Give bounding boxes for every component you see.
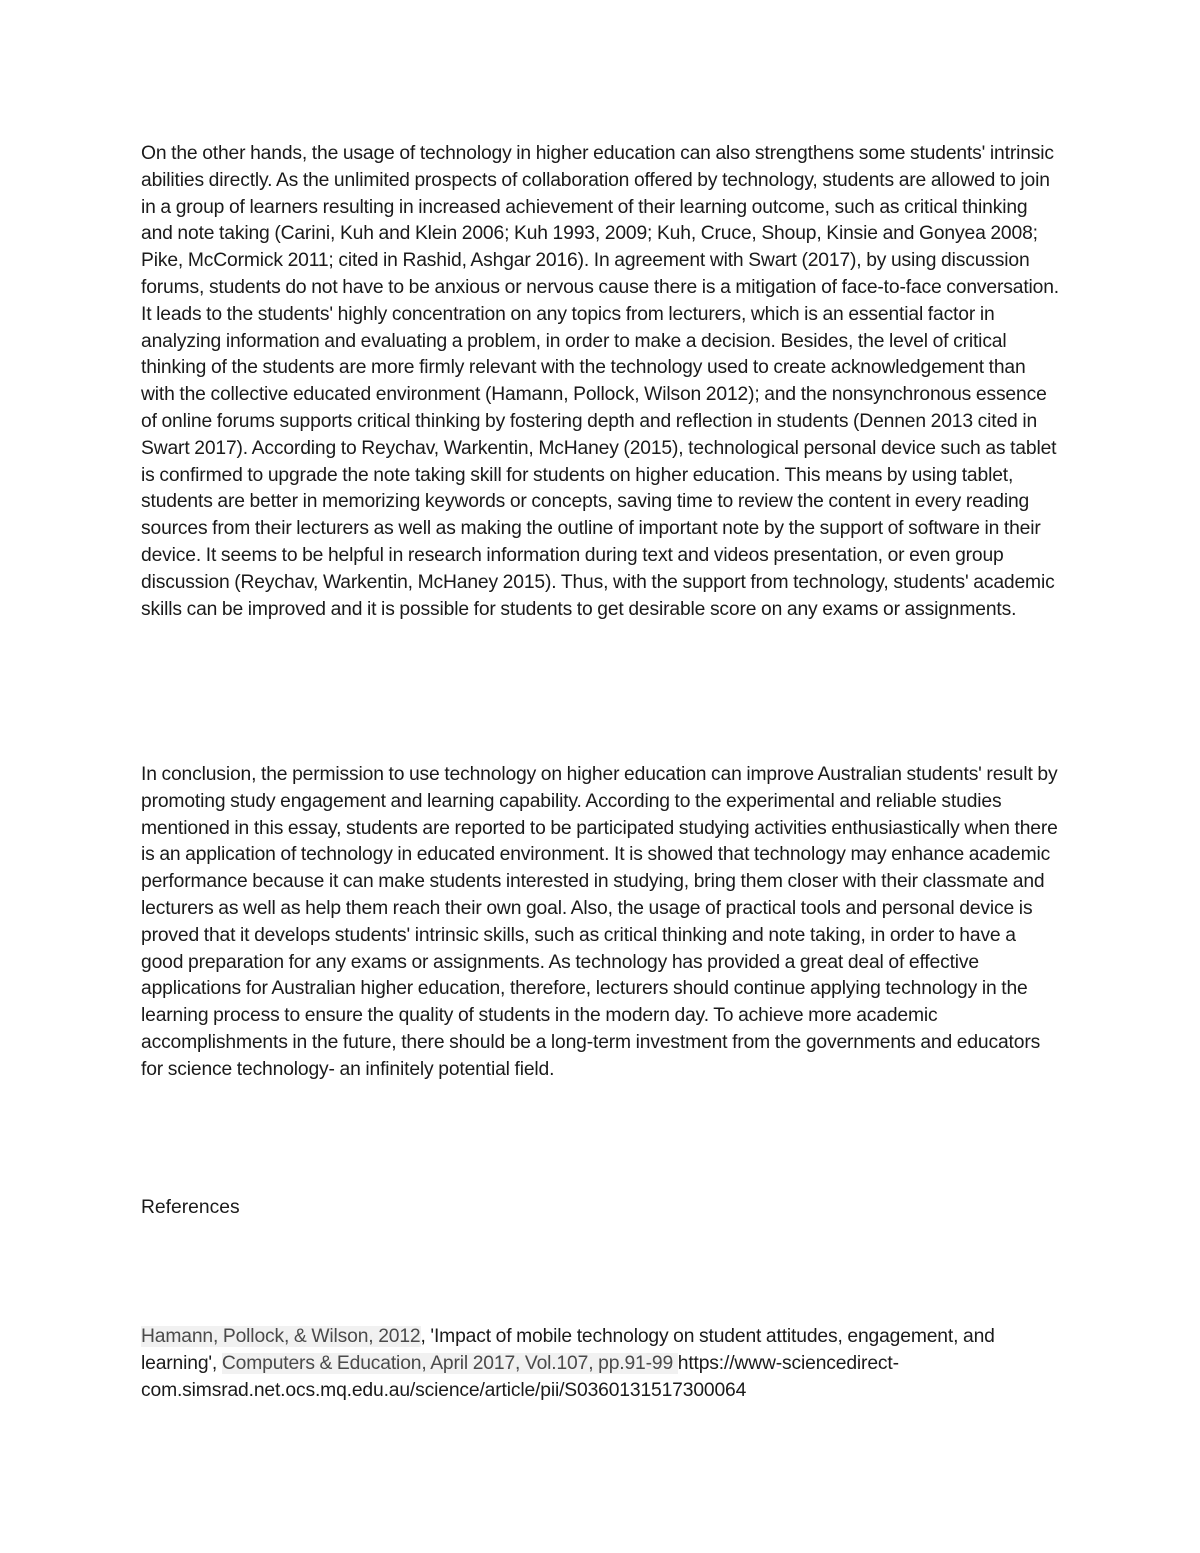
references-heading: References: [141, 1197, 240, 1218]
reference-entry: [141, 1324, 1059, 1404]
reference-source: Computers & Education, April 2017, Vol.107, pp.91-99: [221, 1352, 678, 1374]
reference-title: , 'Impact of mobile technology on student attitudes, engagement, and learning',: [141, 1326, 995, 1374]
body-paragraph-technology-skills: On the other hands, the usage of technology in higher education can also strengthens some students' intrinsic abilities directly. As the unlimited prospects of collaboration offered by technology, students are allowed to join in a group of learners resulting in increased achievement of their learning outcome, such as critical thinking and note taking (Carini, Kuh and Klein 2006; Kuh 1993, 2009; Kuh, Cruce, Shoup, Kinsie and Gonyea 2008; Pike, McCormick 2011; cited in Rashid, Ashgar 2016). In agreement with Swart (2017), by using discussion forums, students do not have to be anxious or nervous cause there is a mitigation of face-to-face conversation. It leads to the students' highly concentration on any topics from lecturers, which is an essential factor in analyzing information and evaluating a problem, in order to make a decision. Besides, the level of critical thinking of the students are more firmly relevant with the technology used to create acknowledgement than with the collective educated environment (Hamann, Pollock, Wilson 2012); and the nonsynchronous essence of online forums supports critical thinking by fostering depth and reflection in students (Dennen 2013 cited in Swart 2017). According to Reychav, Warkentin, McHaney (2015), technological personal device such as tablet is confirmed to upgrade the note taking skill for students on higher education. This means by using tablet, students are better in memorizing keywords or concepts, saving time to review the content in every reading sources from their lecturers as well as making the outline of important note by the support of software in their device. It seems to be helpful in research information during text and videos presentation, or even group discussion (Reychav, Warkentin, McHaney 2015). Thus, with the support from technology, students' academic skills can be improved and it is possible for students to get desirable score on any exams or assignments.: [141, 143, 1060, 620]
reference-url-link[interactable]: https://www-sciencedirect-com.simsrad.net.ocs.mq.edu.au/science/article/pii/S0360131517300064: [141, 1352, 899, 1401]
conclusion-paragraph: In conclusion, the permission to use technology on higher education can improve Australian students' result by promoting study engagement and learning capability. According to the experimental and reliable studies mentioned in this essay, students are reported to be participated studying activities enthusiastically when there is an application of technology in educated environment. It is showed that technology may enhance academic performance because it can make students interested in studying, bring them closer with their classmate and lecturers as well as help them reach their own goal. Also, the usage of practical tools and personal device is proved that it develops students' intrinsic skills, such as critical thinking and note taking, in order to have a good preparation for any exams or assignments. As technology has provided a great deal of effective applications for Australian higher education, therefore, lecturers should continue applying technology in the learning process to ensure the quality of students in the modern day. To achieve more academic accomplishments in the future, there should be a long-term investment from the governments and educators for science technology- an infinitely potential field.: [141, 764, 1058, 1080]
reference-authors: Hamann, Pollock, & Wilson, 2012: [141, 1326, 421, 1347]
